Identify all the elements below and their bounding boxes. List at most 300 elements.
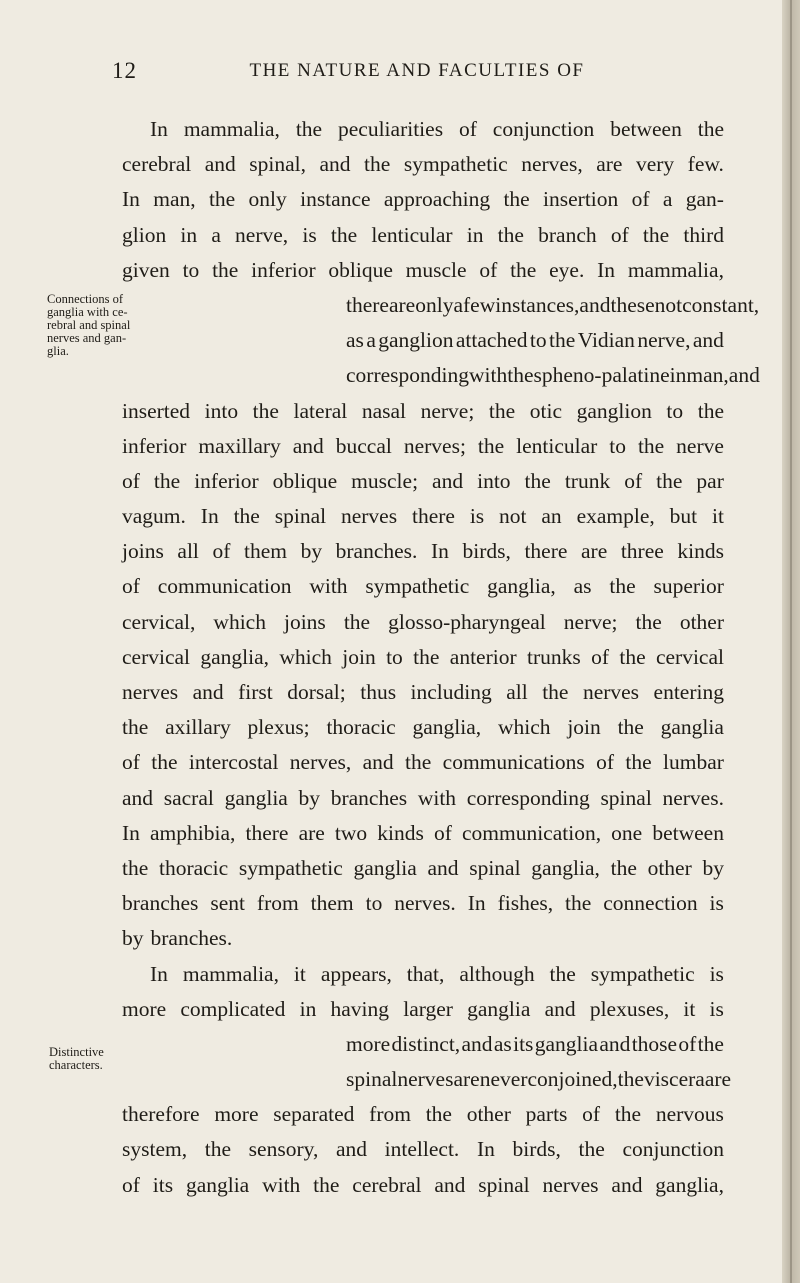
word: of xyxy=(596,750,615,775)
word: system, xyxy=(122,1137,188,1162)
word: conjunction xyxy=(622,1137,724,1162)
sidenote-line: Distinctive xyxy=(49,1045,104,1059)
word: spinal xyxy=(600,785,652,810)
word: In xyxy=(150,961,168,986)
word: of xyxy=(678,1031,697,1056)
word: the xyxy=(122,855,149,880)
word: these xyxy=(610,292,655,317)
word: In xyxy=(431,539,449,564)
word: in xyxy=(299,996,317,1021)
word: of xyxy=(624,468,643,493)
word: ganglia xyxy=(534,1031,599,1056)
word: nasal xyxy=(361,398,407,423)
word: and xyxy=(192,680,224,704)
word: birds, xyxy=(512,1137,561,1162)
sidenote-line: Connections of xyxy=(47,292,124,306)
word: the xyxy=(610,855,637,880)
word: of xyxy=(610,222,629,247)
word: separated xyxy=(273,1102,355,1127)
word: only xyxy=(415,292,454,317)
word: in xyxy=(466,222,484,247)
word: the xyxy=(122,715,149,740)
word: oblique xyxy=(328,257,393,282)
word: ganglia, xyxy=(412,715,482,740)
word: and xyxy=(319,152,351,177)
text-line xyxy=(122,182,724,217)
word: therefore xyxy=(122,1102,200,1127)
word: the xyxy=(614,1102,642,1127)
text-line xyxy=(122,921,724,956)
word: sympathetic xyxy=(238,855,343,880)
word: it xyxy=(712,504,724,529)
word: from xyxy=(256,891,299,916)
word: mammalia, xyxy=(182,961,279,986)
word: are xyxy=(453,1067,480,1092)
word: it xyxy=(293,961,306,986)
word: of xyxy=(631,187,650,212)
word: few xyxy=(463,292,496,317)
word: of xyxy=(122,1172,140,1197)
word: the xyxy=(565,891,592,916)
word: cervical xyxy=(122,644,191,669)
word: the xyxy=(609,574,636,599)
word: nerves xyxy=(397,1067,454,1092)
word: the xyxy=(364,152,391,177)
word: spinal xyxy=(346,1067,398,1092)
word: trunk xyxy=(564,468,611,493)
word: and xyxy=(579,292,611,317)
word: it xyxy=(683,996,696,1021)
word: and xyxy=(292,433,324,458)
word: sacral xyxy=(163,785,214,810)
word: there xyxy=(346,292,389,317)
word: communications xyxy=(442,750,585,775)
word: nerve, xyxy=(637,328,691,353)
word: gan- xyxy=(685,187,724,212)
word: axillary xyxy=(165,715,231,740)
word: spinal xyxy=(274,504,327,529)
word: ganglion xyxy=(576,398,652,423)
sidenote-line: ganglia with ce- xyxy=(47,305,128,319)
word: superior xyxy=(653,574,724,599)
word: of xyxy=(458,117,477,141)
word: branches xyxy=(330,785,408,810)
text-line xyxy=(122,886,724,921)
sidenote-line: rebral and spinal xyxy=(47,318,131,332)
text-line xyxy=(122,499,724,534)
word: there xyxy=(411,504,455,529)
word: intercostal xyxy=(188,750,279,775)
word: its xyxy=(152,1172,174,1197)
word: nerves xyxy=(582,680,640,704)
word: lateral xyxy=(293,398,348,423)
word: is xyxy=(709,961,724,986)
word: all xyxy=(177,539,199,564)
word: glosso-pharyngeal xyxy=(388,609,546,634)
word: the xyxy=(212,257,239,282)
text-line xyxy=(122,992,724,1027)
word: are xyxy=(388,292,416,317)
word: there xyxy=(524,539,568,564)
word: the xyxy=(330,222,358,247)
word: amphibia, xyxy=(150,820,236,845)
word: in xyxy=(669,363,687,388)
word: kinds xyxy=(377,820,424,845)
text-line xyxy=(122,569,724,604)
word: to xyxy=(386,644,403,669)
word: communication xyxy=(157,574,292,599)
word: eye. xyxy=(549,257,585,282)
word: the xyxy=(295,117,323,141)
word: lenticular xyxy=(516,433,598,458)
word: nerve; xyxy=(563,609,618,634)
word: the xyxy=(642,222,670,247)
word: of xyxy=(433,820,452,845)
word: the xyxy=(697,398,724,423)
word: few. xyxy=(687,152,724,177)
word: including xyxy=(410,680,492,704)
word: connection xyxy=(603,891,698,916)
word: branches. xyxy=(150,926,233,951)
word: cerebral xyxy=(122,152,192,177)
word: the xyxy=(578,1137,605,1162)
word: vagum. xyxy=(122,504,186,529)
word: the xyxy=(635,609,662,634)
word: nervous xyxy=(655,1102,724,1127)
word: dorsal; xyxy=(287,680,346,704)
word: join xyxy=(567,715,601,740)
text-line xyxy=(122,253,724,288)
word: corresponding xyxy=(466,785,590,810)
text-line xyxy=(346,358,760,393)
page-edge xyxy=(782,0,800,1283)
word: an xyxy=(541,504,562,529)
word: the xyxy=(510,257,537,282)
word: inserted xyxy=(122,398,191,423)
word: inferior xyxy=(194,468,259,493)
word: and xyxy=(599,1031,631,1056)
word: ganglia, xyxy=(200,644,270,669)
word: with xyxy=(262,1172,301,1197)
word: the xyxy=(503,187,530,212)
word: approaching xyxy=(383,187,491,212)
word: as xyxy=(493,1031,512,1056)
word: into xyxy=(477,468,511,493)
word: between xyxy=(610,117,682,141)
running-head: THE NATURE AND FACULTIES OF xyxy=(249,60,585,81)
word: the xyxy=(405,750,432,775)
word: corresponding xyxy=(346,363,469,388)
word: joins xyxy=(283,609,326,634)
word: nerves xyxy=(340,504,398,529)
word: In xyxy=(467,891,486,916)
word: two xyxy=(334,820,368,845)
text-line xyxy=(122,745,724,780)
word: instances, xyxy=(495,292,580,317)
word: ganglion xyxy=(378,328,454,353)
text-line xyxy=(122,710,724,745)
word: peculiarities xyxy=(338,117,444,141)
word: trunks xyxy=(526,644,581,669)
word: never xyxy=(479,1067,528,1092)
text-line xyxy=(122,957,724,992)
word: ganglia xyxy=(353,855,417,880)
word: three xyxy=(620,539,664,564)
text-line xyxy=(122,429,724,464)
word: muscle xyxy=(405,257,467,282)
word: sympathetic xyxy=(590,961,695,986)
word: is xyxy=(709,996,724,1021)
word: by xyxy=(298,785,321,810)
word: which xyxy=(497,715,551,740)
word: intellect. xyxy=(384,1137,460,1162)
word: and xyxy=(432,468,464,493)
word: given xyxy=(122,257,170,282)
word: ganglia, xyxy=(531,855,600,880)
word: thoracic xyxy=(158,855,229,880)
text-line xyxy=(122,1097,724,1132)
word: anterior xyxy=(449,644,517,669)
text-line xyxy=(346,288,760,323)
word: cervical xyxy=(655,644,724,669)
word: insertion xyxy=(543,187,619,212)
sidenote-line: nerves and gan- xyxy=(47,331,127,345)
page-edge-line xyxy=(790,0,792,1283)
word: maxillary xyxy=(198,433,281,458)
word: and xyxy=(544,996,576,1021)
word: of xyxy=(122,468,140,493)
word: appears, xyxy=(320,961,392,986)
word: its xyxy=(513,1031,534,1056)
word: and xyxy=(434,1172,466,1197)
word: is xyxy=(709,891,724,916)
word: that, xyxy=(406,961,445,986)
word: man, xyxy=(153,187,196,212)
word: third xyxy=(683,222,724,247)
word: there xyxy=(245,820,289,845)
word: the xyxy=(617,1067,644,1092)
word: lumbar xyxy=(663,750,724,775)
word: other xyxy=(466,1102,511,1127)
word: the xyxy=(477,433,505,458)
word: buccal xyxy=(335,433,392,458)
word: nerve; xyxy=(420,398,475,423)
word: conjunction xyxy=(492,117,595,141)
sidenote-distinctive xyxy=(49,1046,104,1072)
text-line xyxy=(122,605,724,640)
word: very xyxy=(635,152,675,177)
word: ganglia xyxy=(660,715,724,740)
word: spheno-palatine xyxy=(533,363,670,388)
text-line xyxy=(122,394,724,429)
word: conjoined, xyxy=(527,1067,618,1092)
word: nerve, xyxy=(235,222,289,247)
word: muscle; xyxy=(351,468,419,493)
word: and xyxy=(335,1137,368,1162)
word: and xyxy=(728,363,760,388)
word: are xyxy=(704,1067,732,1092)
word: Vidian xyxy=(577,328,635,353)
word: as xyxy=(573,574,592,599)
word: nerves; xyxy=(403,433,466,458)
word: by xyxy=(300,539,323,564)
word: cervical, xyxy=(122,609,196,634)
word: instance xyxy=(300,187,371,212)
word: one xyxy=(611,820,643,845)
word: is xyxy=(469,504,485,529)
word: not xyxy=(499,504,527,529)
word: the xyxy=(524,468,551,493)
word: cerebral xyxy=(352,1172,422,1197)
word: of xyxy=(479,257,498,282)
word: parts xyxy=(525,1102,568,1127)
word: and xyxy=(461,1031,493,1056)
word: entering xyxy=(653,680,724,704)
word: In xyxy=(150,117,168,141)
word: with xyxy=(469,363,508,388)
word: is xyxy=(302,222,317,247)
word: constant, xyxy=(682,292,760,317)
word: spinal, xyxy=(249,152,306,177)
word: other xyxy=(679,609,724,634)
word: the xyxy=(617,715,644,740)
text-line xyxy=(122,1132,724,1167)
word: them xyxy=(243,539,287,564)
word: branches xyxy=(122,891,199,916)
word: the xyxy=(233,504,260,529)
word: which xyxy=(279,644,332,669)
word: although xyxy=(459,961,535,986)
word: the xyxy=(656,468,683,493)
word: branches. xyxy=(335,539,418,564)
word: other xyxy=(647,855,692,880)
word: having xyxy=(330,996,390,1021)
word: the xyxy=(488,398,516,423)
word: nerves xyxy=(542,1172,599,1197)
text-line xyxy=(122,1168,724,1203)
word: those xyxy=(631,1031,678,1056)
word: are xyxy=(596,152,623,177)
word: inferior xyxy=(251,257,316,282)
word: but xyxy=(669,504,698,529)
text-line xyxy=(346,323,724,358)
word: fishes, xyxy=(497,891,554,916)
word: by xyxy=(122,926,144,951)
text-line xyxy=(122,816,724,851)
body-text xyxy=(122,112,760,1203)
word: nerve xyxy=(676,433,724,458)
text-line xyxy=(122,851,724,886)
word: ganglia xyxy=(467,996,531,1021)
word: mammalia, xyxy=(627,257,724,282)
word: the xyxy=(153,468,181,493)
text-line xyxy=(122,534,724,569)
word: into xyxy=(204,398,239,423)
word: the xyxy=(697,117,724,141)
word: to xyxy=(609,433,626,458)
word: of xyxy=(582,1102,601,1127)
word: and xyxy=(362,750,394,775)
word: kinds xyxy=(677,539,724,564)
word: from xyxy=(369,1102,411,1127)
page-header xyxy=(112,58,722,88)
word: inferior xyxy=(122,433,187,458)
word: joins xyxy=(122,539,164,564)
text-line xyxy=(346,1027,724,1062)
word: ganglia xyxy=(185,1172,250,1197)
word: are xyxy=(581,539,608,564)
word: In xyxy=(200,504,219,529)
word: which xyxy=(213,609,266,634)
word: to xyxy=(182,257,200,282)
word: In xyxy=(597,257,616,282)
word: the xyxy=(343,609,371,634)
word: spinal xyxy=(469,855,521,880)
text-line xyxy=(122,781,724,816)
word: the xyxy=(313,1172,340,1197)
word: and xyxy=(427,855,459,880)
word: and xyxy=(692,328,724,353)
page-number: 12 xyxy=(112,58,137,83)
word: with xyxy=(309,574,348,599)
word: as xyxy=(346,328,364,353)
word: sent xyxy=(210,891,245,916)
word: communication, xyxy=(461,820,602,845)
word: plexus; xyxy=(247,715,310,740)
text-line xyxy=(122,675,724,710)
word: with xyxy=(417,785,457,810)
word: par xyxy=(696,468,724,493)
word: and xyxy=(122,785,154,810)
word: more xyxy=(346,1031,391,1056)
word: and xyxy=(204,152,236,177)
word: the xyxy=(697,1031,724,1056)
word: to xyxy=(365,891,383,916)
word: otic xyxy=(529,398,562,423)
word: of xyxy=(122,750,140,775)
word: first xyxy=(238,680,273,704)
word: the xyxy=(619,644,646,669)
word: oblique xyxy=(272,468,338,493)
word: the xyxy=(625,750,652,775)
word: In xyxy=(122,820,140,845)
word: the xyxy=(549,961,576,986)
text-line xyxy=(346,1062,732,1097)
word: the xyxy=(542,680,569,704)
word: a xyxy=(453,292,463,317)
word: of xyxy=(591,644,609,669)
word: of xyxy=(212,539,231,564)
word: lenticular xyxy=(371,222,453,247)
word: the xyxy=(252,398,279,423)
word: man, xyxy=(686,363,729,388)
word: In xyxy=(122,187,140,212)
word: ganglia, xyxy=(655,1172,724,1197)
word: between xyxy=(652,820,724,845)
word: join xyxy=(342,644,376,669)
word: example, xyxy=(576,504,655,529)
word: In xyxy=(476,1137,495,1162)
word: not xyxy=(654,292,683,317)
word: the xyxy=(151,750,178,775)
word: nerves. xyxy=(662,785,724,810)
word: the xyxy=(413,644,440,669)
word: nerves xyxy=(122,680,179,704)
word: more xyxy=(214,1102,259,1127)
word: the xyxy=(549,328,576,353)
word: the xyxy=(208,187,236,212)
text-line xyxy=(122,147,724,182)
